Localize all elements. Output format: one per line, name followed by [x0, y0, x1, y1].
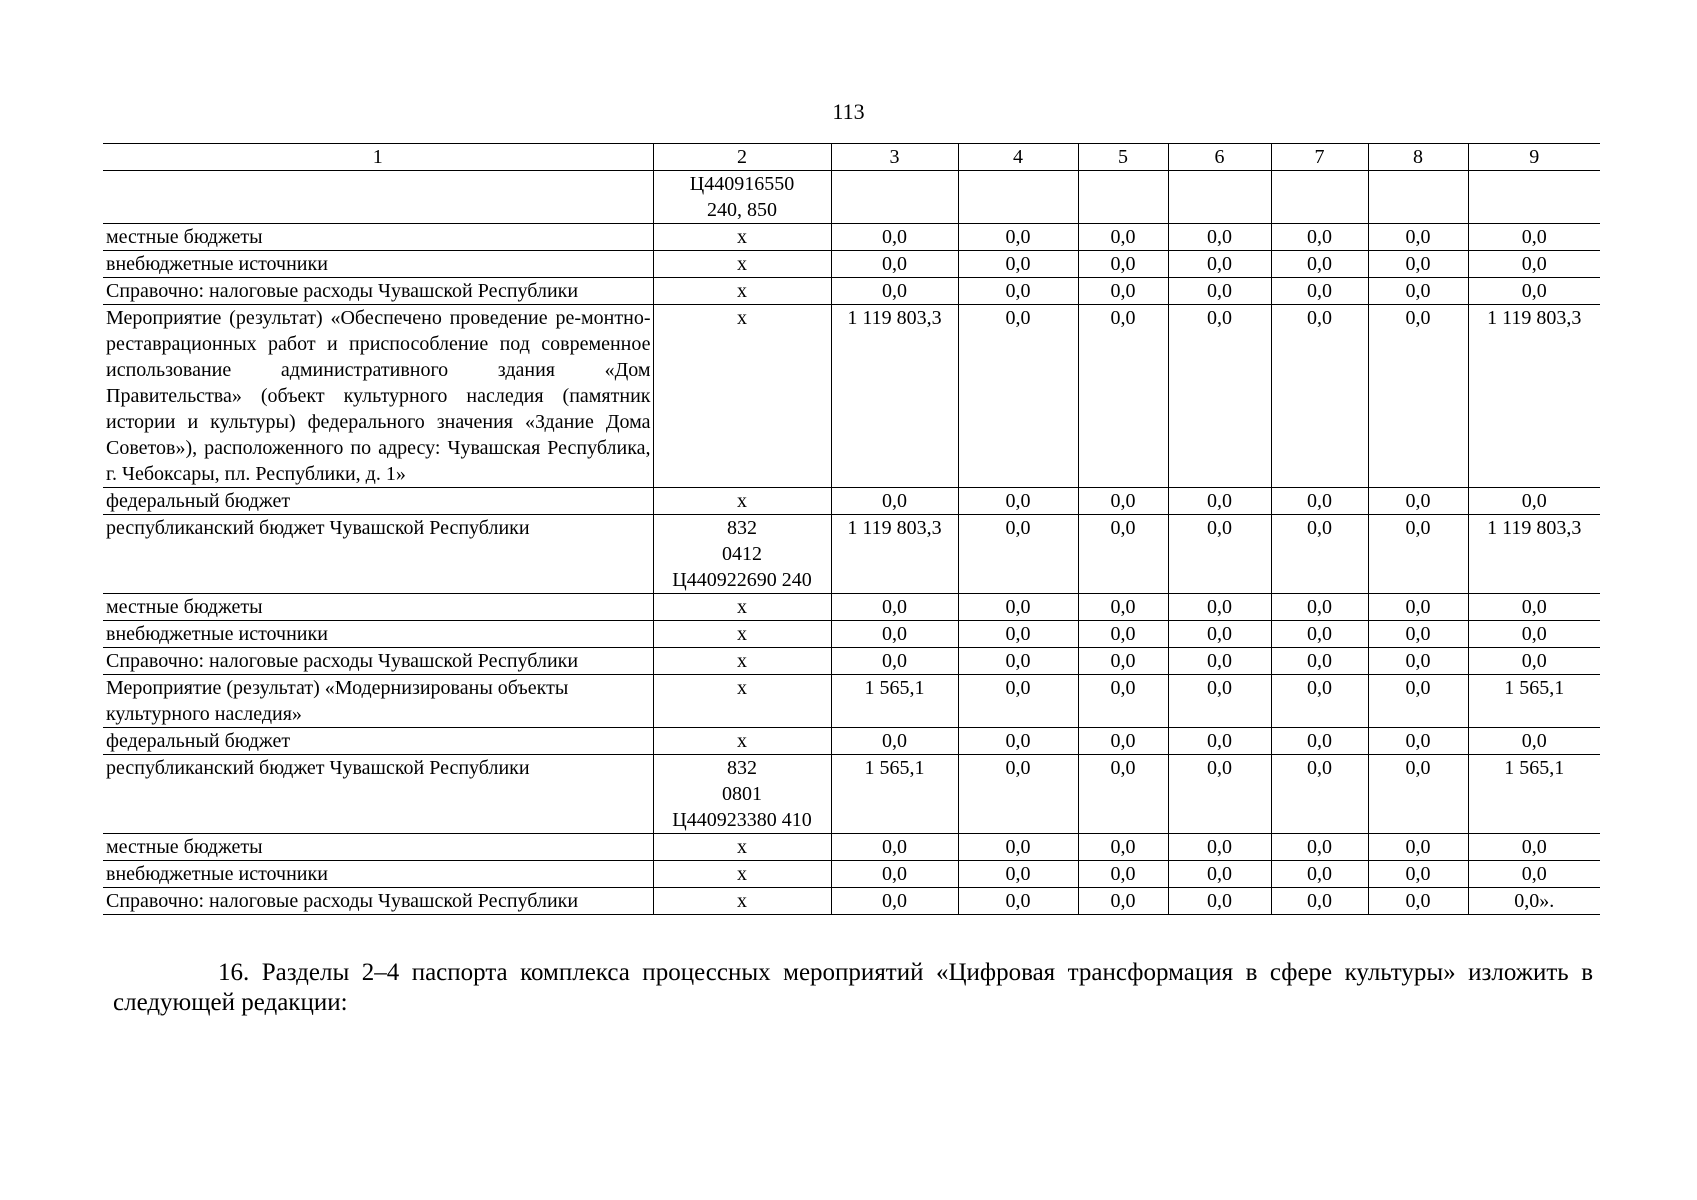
value-cell: 1 119 803,3	[831, 515, 958, 594]
value-cell: 0,0	[1468, 594, 1600, 621]
value-cell: 0,0	[958, 278, 1078, 305]
header-cell: 6	[1168, 144, 1271, 171]
value-cell: 0,0	[1368, 594, 1468, 621]
row-label: внебюджетные источники	[103, 251, 653, 278]
value-cell: 1 119 803,3	[1468, 305, 1600, 488]
value-cell: 0,0	[1368, 834, 1468, 861]
value-cell: 1 565,1	[831, 675, 958, 728]
header-cell: 2	[653, 144, 831, 171]
value-cell	[1078, 171, 1168, 224]
value-cell: 0,0	[1368, 515, 1468, 594]
header-cell: 8	[1368, 144, 1468, 171]
value-cell: 0,0	[1078, 594, 1168, 621]
budget-code-cell: х	[653, 728, 831, 755]
value-cell: 0,0	[1271, 251, 1368, 278]
page-number: 113	[832, 99, 865, 124]
value-cell: 0,0	[831, 621, 958, 648]
table-row	[103, 278, 1600, 305]
budget-table	[103, 143, 1600, 915]
budget-code-cell: х	[653, 305, 831, 488]
value-cell: 0,0	[1078, 648, 1168, 675]
value-cell: 0,0	[831, 278, 958, 305]
value-cell: 0,0	[831, 648, 958, 675]
header-cell: 5	[1078, 144, 1168, 171]
value-cell: 0,0	[1368, 648, 1468, 675]
value-cell: 1 119 803,3	[831, 305, 958, 488]
value-cell: 0,0	[1368, 888, 1468, 915]
value-cell: 0,0	[1078, 251, 1168, 278]
value-cell: 0,0	[1271, 728, 1368, 755]
value-cell: 0,0	[1368, 251, 1468, 278]
row-label: Справочно: налоговые расходы Чувашской Республики	[103, 278, 653, 305]
value-cell: 0,0	[831, 224, 958, 251]
value-cell: 0,0	[958, 251, 1078, 278]
budget-code-cell: х	[653, 675, 831, 728]
value-cell: 0,0	[1368, 755, 1468, 834]
value-cell: 0,0	[1168, 648, 1271, 675]
row-label: местные бюджеты	[103, 594, 653, 621]
value-cell	[1468, 171, 1600, 224]
value-cell: 0,0	[1368, 621, 1468, 648]
row-label: Справочно: налоговые расходы Чувашской Республики	[103, 648, 653, 675]
table-row	[103, 834, 1600, 861]
value-cell: 0,0	[1078, 755, 1168, 834]
header-cell: 7	[1271, 144, 1368, 171]
value-cell	[1168, 171, 1271, 224]
value-cell: 0,0	[1168, 861, 1271, 888]
value-cell: 0,0	[1468, 728, 1600, 755]
budget-code-cell: х	[653, 488, 831, 515]
value-cell: 0,0».	[1468, 888, 1600, 915]
value-cell: 0,0	[1368, 278, 1468, 305]
table-row	[103, 594, 1600, 621]
value-cell: 0,0	[958, 755, 1078, 834]
row-label: федеральный бюджет	[103, 728, 653, 755]
value-cell: 0,0	[1468, 278, 1600, 305]
header-cell: 3	[831, 144, 958, 171]
budget-code-cell: х	[653, 888, 831, 915]
table-row	[103, 305, 1600, 488]
value-cell: 0,0	[958, 621, 1078, 648]
value-cell: 0,0	[1468, 861, 1600, 888]
table-header-row	[103, 144, 1600, 171]
value-cell: 0,0	[1168, 834, 1271, 861]
budget-code-cell: х	[653, 861, 831, 888]
value-cell: 0,0	[1468, 834, 1600, 861]
header-cell: 4	[958, 144, 1078, 171]
value-cell	[1368, 171, 1468, 224]
value-cell: 0,0	[1368, 305, 1468, 488]
budget-code-cell: х	[653, 224, 831, 251]
value-cell	[1271, 171, 1368, 224]
value-cell: 0,0	[1078, 675, 1168, 728]
value-cell: 0,0	[1271, 594, 1368, 621]
value-cell: 0,0	[1168, 305, 1271, 488]
value-cell: 0,0	[1271, 755, 1368, 834]
value-cell: 0,0	[1078, 278, 1168, 305]
budget-code-cell: х	[653, 621, 831, 648]
value-cell: 0,0	[1468, 621, 1600, 648]
row-label: федеральный бюджет	[103, 488, 653, 515]
table-row	[103, 171, 1600, 224]
budget-code-cell: х	[653, 834, 831, 861]
value-cell: 0,0	[958, 675, 1078, 728]
budget-code-cell: х	[653, 251, 831, 278]
value-cell: 0,0	[1368, 728, 1468, 755]
value-cell: 0,0	[1468, 648, 1600, 675]
value-cell: 0,0	[1168, 728, 1271, 755]
value-cell: 0,0	[831, 251, 958, 278]
value-cell: 0,0	[1078, 224, 1168, 251]
value-cell: 0,0	[1468, 251, 1600, 278]
value-cell: 0,0	[1168, 594, 1271, 621]
value-cell: 0,0	[958, 515, 1078, 594]
value-cell: 1 565,1	[1468, 755, 1600, 834]
value-cell: 0,0	[1368, 675, 1468, 728]
value-cell: 0,0	[1168, 675, 1271, 728]
value-cell: 0,0	[831, 728, 958, 755]
value-cell: 0,0	[1271, 675, 1368, 728]
row-label: внебюджетные источники	[103, 621, 653, 648]
value-cell: 0,0	[958, 834, 1078, 861]
value-cell: 0,0	[958, 861, 1078, 888]
value-cell: 0,0	[1078, 305, 1168, 488]
row-label: Мероприятие (результат) «Модернизированы объекты культурного наследия»	[103, 675, 653, 728]
value-cell: 0,0	[1271, 621, 1368, 648]
table-row	[103, 728, 1600, 755]
table-row	[103, 488, 1600, 515]
value-cell: 0,0	[1368, 488, 1468, 515]
row-label	[103, 171, 653, 224]
row-label: республиканский бюджет Чувашской Республики	[103, 755, 653, 834]
row-label: местные бюджеты	[103, 834, 653, 861]
value-cell: 0,0	[1271, 224, 1368, 251]
row-label: местные бюджеты	[103, 224, 653, 251]
table-body	[103, 171, 1600, 915]
value-cell: 0,0	[1468, 224, 1600, 251]
value-cell: 0,0	[1078, 861, 1168, 888]
row-label: внебюджетные источники	[103, 861, 653, 888]
table-row	[103, 755, 1600, 834]
value-cell: 0,0	[1271, 515, 1368, 594]
value-cell: 0,0	[958, 305, 1078, 488]
budget-code-cell: 832 0412 Ц440922690 240	[653, 515, 831, 594]
value-cell: 0,0	[1368, 224, 1468, 251]
value-cell: 1 119 803,3	[1468, 515, 1600, 594]
table-row	[103, 621, 1600, 648]
value-cell: 1 565,1	[831, 755, 958, 834]
table-row	[103, 861, 1600, 888]
table-row	[103, 251, 1600, 278]
value-cell: 0,0	[1271, 834, 1368, 861]
value-cell: 0,0	[831, 888, 958, 915]
value-cell: 0,0	[831, 861, 958, 888]
table-row	[103, 648, 1600, 675]
budget-code-cell: х	[653, 594, 831, 621]
value-cell: 0,0	[1271, 278, 1368, 305]
value-cell: 0,0	[1271, 861, 1368, 888]
value-cell: 1 565,1	[1468, 675, 1600, 728]
budget-code-cell: 832 0801 Ц440923380 410	[653, 755, 831, 834]
body-paragraph: 16. Разделы 2–4 паспорта комплекса процессных мероприятий «Цифровая трансформация в сфере культуры» изложить в следующей редакции:	[113, 959, 1593, 1016]
value-cell: 0,0	[1168, 488, 1271, 515]
value-cell: 0,0	[1168, 888, 1271, 915]
value-cell: 0,0	[958, 888, 1078, 915]
value-cell: 0,0	[958, 488, 1078, 515]
budget-code-cell: х	[653, 648, 831, 675]
budget-code-cell: х	[653, 278, 831, 305]
value-cell: 0,0	[831, 834, 958, 861]
value-cell: 0,0	[958, 728, 1078, 755]
value-cell	[958, 171, 1078, 224]
table-row	[103, 888, 1600, 915]
value-cell: 0,0	[958, 224, 1078, 251]
value-cell: 0,0	[1078, 728, 1168, 755]
value-cell: 0,0	[831, 594, 958, 621]
budget-code-cell: Ц440916550 240, 850	[653, 171, 831, 224]
value-cell: 0,0	[1271, 305, 1368, 488]
value-cell: 0,0	[1168, 621, 1271, 648]
table-row	[103, 675, 1600, 728]
value-cell: 0,0	[1168, 515, 1271, 594]
value-cell: 0,0	[1168, 251, 1271, 278]
value-cell: 0,0	[1078, 834, 1168, 861]
value-cell: 0,0	[1078, 515, 1168, 594]
value-cell: 0,0	[1168, 755, 1271, 834]
value-cell: 0,0	[1168, 224, 1271, 251]
value-cell: 0,0	[1078, 888, 1168, 915]
value-cell: 0,0	[1468, 488, 1600, 515]
header-cell: 1	[103, 144, 653, 171]
value-cell: 0,0	[1078, 488, 1168, 515]
header-cell: 9	[1468, 144, 1600, 171]
table-row	[103, 515, 1600, 594]
value-cell: 0,0	[1271, 488, 1368, 515]
value-cell: 0,0	[1168, 278, 1271, 305]
value-cell: 0,0	[831, 488, 958, 515]
value-cell: 0,0	[958, 648, 1078, 675]
value-cell	[831, 171, 958, 224]
row-label: республиканский бюджет Чувашской Республики	[103, 515, 653, 594]
value-cell: 0,0	[1271, 888, 1368, 915]
table-row	[103, 224, 1600, 251]
value-cell: 0,0	[1368, 861, 1468, 888]
value-cell: 0,0	[958, 594, 1078, 621]
row-label: Мероприятие (результат) «Обеспечено проведение ре-монтно-реставрационных работ и приспособление под современное использование административного здания «Дом Правительства» (объект культурного наследия (памятник истории и культуры) федерального значения «Здание Дома Советов»), расположенного по адресу: Чувашская Республика, г. Чебоксары, пл. Республики, д. 1»	[103, 305, 653, 488]
value-cell: 0,0	[1078, 621, 1168, 648]
value-cell: 0,0	[1271, 648, 1368, 675]
row-label: Справочно: налоговые расходы Чувашской Республики	[103, 888, 653, 915]
